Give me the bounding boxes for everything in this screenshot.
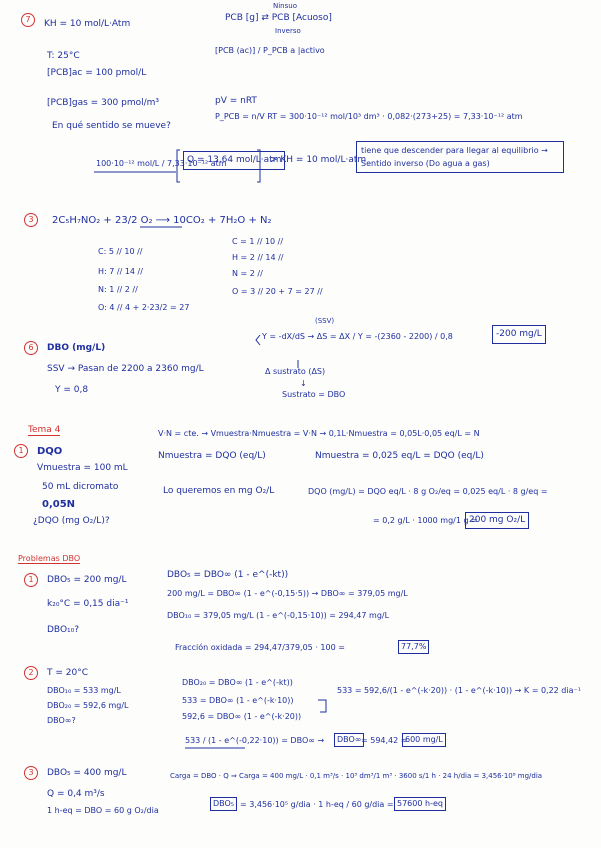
dqo-conversion: DQO (mg/L) = DQO eq/L · 8 g O₂/eq = 0,025 eq/L · 8 g/eq = (308, 487, 548, 496)
ideal-gas-law: pV = nRT (215, 96, 257, 106)
partial-pressure-calc: P_PCB = n/V RT = 300·10⁻¹² mol/10³ dm³ · 0,082·(273+25) = 7,33·10⁻¹² atm (215, 112, 523, 121)
dbo10-given: DBO₁₀ = 533 mg/L (47, 686, 121, 695)
substrate-result: -200 mg/L (492, 325, 546, 344)
henry-constant: KH = 10 mol/L·Atm (44, 19, 131, 29)
pcb-gas: [PCB]gas = 300 pmol/m³ (47, 98, 160, 108)
balance-c-right: C = 1 // 10 // (232, 237, 284, 246)
dbo-ultimate-result: 600 mg/L (402, 733, 446, 747)
dqo-heading: DQO (37, 446, 63, 457)
dbo-heading: DBO (mg/L) (47, 343, 106, 353)
dbo5-given: DBO₅ = 200 mg/L (47, 575, 127, 585)
comparison-kh: > KH = 10 mol/L·atm (270, 155, 367, 165)
balance-h-left: H: 7 // 14 // (98, 267, 143, 276)
normality-equation: V·N = cte. → Vmuestra·Nmuestra = V·N → 0,1L·Nmuestra = 0,05L·0,05 eq/L = N (158, 429, 480, 438)
flow-rate: Q = 0,4 m³/s (47, 789, 105, 799)
problem-number-tema4-1: 1 (14, 444, 28, 458)
dqo-conversion-2: = 0,2 g/L · 1000 mg/1 g = (373, 516, 478, 525)
balance-h-right: H = 2 // 14 // (232, 253, 284, 262)
dqo-result: 200 mg O₂/L (465, 512, 529, 529)
population-equivalent-result: 57600 h-eq (394, 797, 446, 811)
dqo-question: ¿DQO (mg O₂/L)? (33, 516, 110, 526)
problem-number-dbo-2: 2 (24, 666, 38, 680)
dbo10-equation: 533 = DBO∞ (1 - e^(-k·10)) (182, 696, 294, 705)
ssv-label: (SSV) (315, 317, 335, 325)
dbo5-given-3: DBO₅ = 400 mg/L (47, 768, 127, 778)
dbo10-calc: DBO₁₀ = 379,05 mg/L (1 - e^(-0,15·10)) = 294,47 mg/L (167, 611, 390, 620)
rate-constant-given: k₂₀°C = 0,15 dia⁻¹ (47, 599, 129, 609)
normality-result: Nmuestra = 0,025 eq/L = DQO (eq/L) (315, 451, 484, 461)
combustion-reaction: 2C₅H₇NO₂ + 23/2 O₂ ⟶ 10CO₂ + 7H₂O + N₂ (52, 215, 272, 226)
dbo-equation-1: DBO₅ = DBO∞ (1 - e^(-kt)) (167, 570, 289, 580)
yield-formula: Y = -dX/dS → ΔS = ΔX / Y = -(2360 - 2200) / 0,8 (262, 332, 453, 341)
tema-4-title: Tema 4 (28, 425, 61, 435)
balance-o-left: O: 4 // 4 + 2·23/2 = 27 (98, 303, 190, 312)
temperature: T: 25°C (47, 51, 80, 61)
problem-number-7: 7 (21, 13, 35, 27)
bracket-arrow (318, 700, 326, 712)
dbo-ultimate-question: DBO∞? (47, 716, 76, 725)
substrate-equals-dbo: Sustrato = DBO (282, 390, 346, 399)
direction-question: En qué sentido se mueve? (52, 121, 171, 131)
quotient-value: Q = 13,64 mol/L·atm (183, 151, 285, 170)
dbo10-question: DBO₁₀? (47, 625, 80, 635)
dbo-ultimate-calc-2: 533 / (1 - e^(-0,22·10)) = DBO∞ → (185, 736, 325, 745)
dichromate-volume: 50 mL dicromato (42, 482, 119, 492)
delta-substrate: Δ sustrato (ΔS) (265, 367, 326, 376)
dbo5-label: DBO₅ (210, 797, 237, 811)
bracket-left (177, 150, 180, 182)
dbo-equation-2: DBO₂₀ = DBO∞ (1 - e^(-kt)) (182, 678, 293, 687)
problem-number-6: 6 (24, 341, 38, 355)
pcb-equilibrium: PCB [g] ⇄ PCB [Acuoso] (225, 13, 332, 23)
dbo-ultimate-label: DBO∞ (334, 733, 364, 747)
problem-number-3: 3 (24, 213, 38, 227)
load-calculation: Carga = DBO · Q ⇒ Carga = 400 mg/L · 0,1 m³/s · 10³ dm³/1 m³ · 3600 s/1 h · 24 h/dia = 3,456·10⁸ mg/dia (170, 772, 543, 780)
dbo-ultimate-calc: 200 mg/L = DBO∞ (1 - e^(-0,15·5)) → DBO∞ = 379,05 mg/L (167, 589, 408, 598)
balance-n-left: N: 1 // 2 // (98, 285, 138, 294)
sample-volume: Vmuestra = 100 mL (37, 463, 128, 473)
problem-number-dbo-3: 3 (24, 766, 38, 780)
direction-conclusion: tiene que descender para llegar al equilibrio → Sentido inverso (Do agua a gas) (356, 141, 564, 173)
dbo20-equation: 592,6 = DBO∞ (1 - e^(-k·20)) (182, 712, 302, 721)
dbo20-given: DBO₂₀ = 592,6 mg/L (47, 701, 129, 710)
units-wanted: Lo queremos en mg O₂/L (163, 486, 275, 496)
pcb-aqueous: [PCB]ac = 100 pmol/L (47, 68, 147, 78)
balance-o-right: O = 3 // 20 + 7 = 27 // (232, 287, 323, 296)
oxidized-fraction: Fracción oxidada = 294,47/379,05 · 100 = (175, 643, 345, 652)
equilibrium-forward-label: Ninsuo (273, 2, 297, 10)
ssv-change: SSV → Pasan de 2200 a 2360 mg/L (47, 364, 204, 374)
equilibrium-reverse-label: Inverso (275, 27, 301, 35)
temperature-2: T = 20°C (47, 668, 88, 678)
dbo-problems-title: Problemas DBO (18, 554, 81, 563)
yield-coefficient: Y = 0,8 (55, 385, 89, 395)
population-equivalent-calc: = 3,456·10⁵ g/dia · 1 h-eq / 60 g/dia = (240, 800, 394, 809)
problem-number-dbo-1: 1 (24, 573, 38, 587)
population-equivalent-def: 1 h-eq = DBO = 60 g O₂/dia (47, 806, 159, 815)
balance-n-right: N = 2 // (232, 269, 263, 278)
henry-ratio: [PCB (ac)] / P_PCB a |activo (215, 46, 325, 55)
dbo-ultimate-approx: = 594,42 ≈ (361, 736, 408, 745)
brace-mark (256, 335, 260, 345)
quotient-calc: 100·10⁻¹² mol/L / 7,33·10⁻¹² atm (96, 159, 227, 168)
normality-equals-dqo: Nmuestra = DQO (eq/L) (158, 451, 266, 461)
arrow-down: ↓ (300, 379, 307, 388)
dichromate-normality: 0,05N (42, 499, 76, 510)
oxidized-fraction-result: 77,7% (398, 640, 429, 654)
bracket-right (257, 150, 260, 182)
balance-c-left: C: 5 // 10 // (98, 247, 143, 256)
rate-constant-solve: 533 = 592,6/(1 - e^(-k·20)) · (1 - e^(-k·10)) → K = 0,22 dia⁻¹ (337, 686, 581, 695)
